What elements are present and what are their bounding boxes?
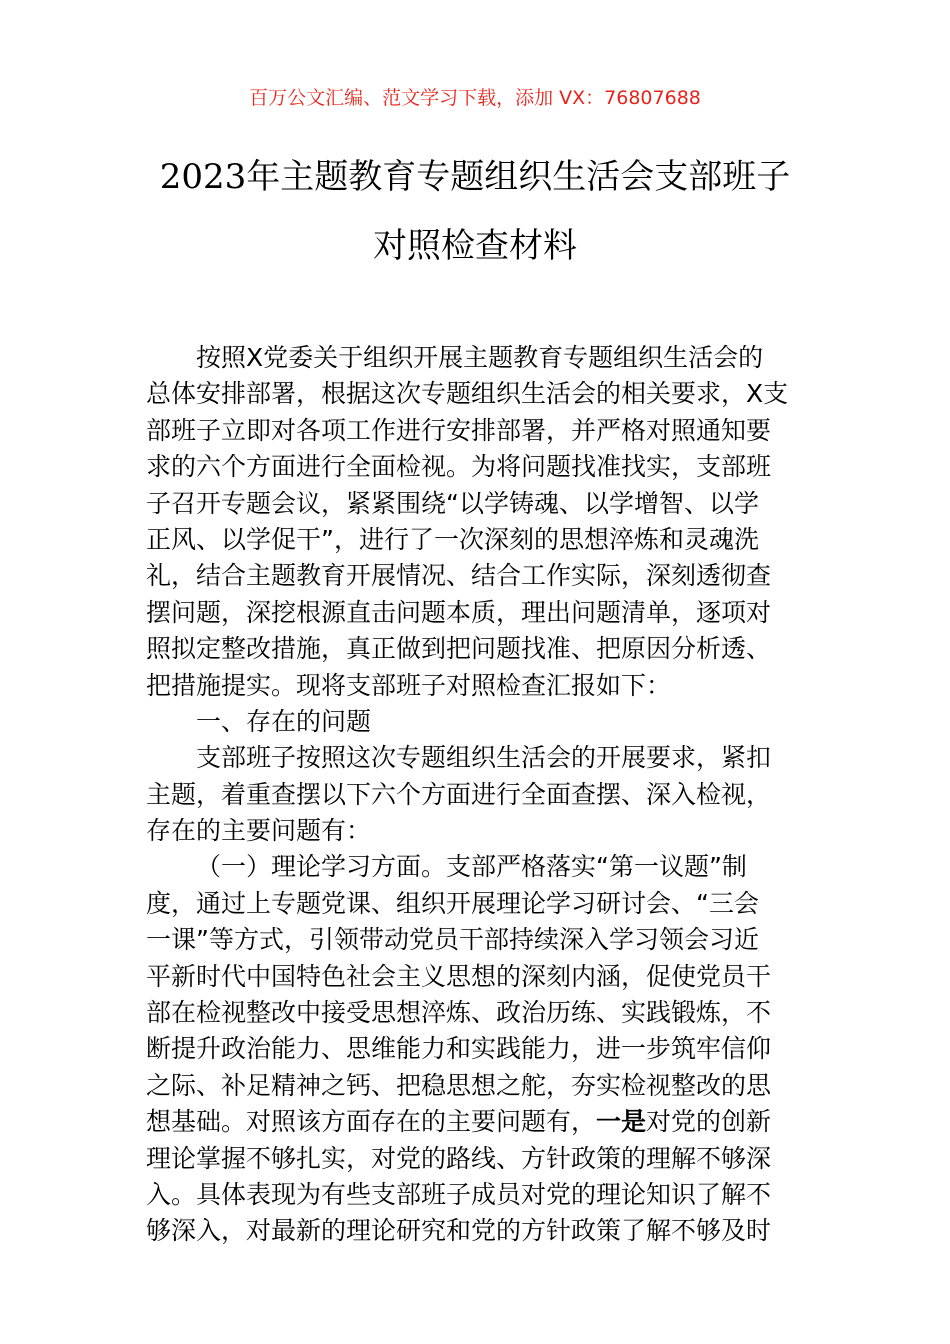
body-line: 子召开专题会议，紧紧围绕“以学铸魂、以学增智、以学 bbox=[146, 488, 759, 518]
document-body bbox=[146, 340, 806, 1250]
body-text-segment: 对党的创新 bbox=[646, 1107, 772, 1137]
body-line: 主题，着重查摆以下六个方面进行全面查摆、深入检视， bbox=[146, 779, 772, 809]
body-line: 一课”等方式，引领带动党员干部持续深入学习领会习近 bbox=[146, 925, 759, 955]
body-line: 部在检视整改中接受思想淬炼、政治历练、实践锻炼，不 bbox=[146, 998, 772, 1028]
emphasis-text: 一是 bbox=[596, 1107, 647, 1137]
body-line: 理论掌握不够扎实，对党的路线、方针政策的理解不够深 bbox=[146, 1143, 772, 1173]
header-watermark-note: 百万公文汇编、范文学习下载，添加 VX：76807688 bbox=[249, 87, 701, 109]
body-line: 存在的主要问题有： bbox=[146, 816, 372, 846]
section-heading: 一、存在的问题 bbox=[196, 706, 372, 736]
body-line: 平新时代中国特色社会主义思想的深刻内涵，促使党员干 bbox=[146, 961, 772, 991]
body-line: 断提升政治能力、思维能力和实践能力，进一步筑牢信仰 bbox=[146, 1034, 772, 1064]
body-line: 正风、以学促干”，进行了一次深刻的思想淬炼和灵魂洗 bbox=[146, 524, 759, 554]
body-line: 度，通过上专题党课、组织开展理论学习研讨会、“三会 bbox=[146, 888, 759, 918]
body-line: （一）理论学习方面。支部严格落实“第一议题”制 bbox=[196, 852, 747, 882]
body-line: 把措施提实。现将支部班子对照检查汇报如下： bbox=[146, 670, 672, 700]
body-line: 总体安排部署，根据这次专题组织生活会的相关要求，X支 bbox=[146, 379, 789, 409]
document-title-line-2: 对照检查材料 bbox=[373, 226, 577, 266]
body-line: 部班子立即对各项工作进行安排部署，并严格对照通知要 bbox=[146, 415, 772, 445]
body-line: 之际、补足精神之钙、把稳思想之舵，夯实检视整改的思 bbox=[146, 1070, 772, 1100]
body-line: 够深入，对最新的理论研究和党的方针政策了解不够及时 bbox=[146, 1216, 772, 1246]
body-line: 照拟定整改措施，真正做到把问题找准、把原因分析透、 bbox=[146, 634, 772, 664]
body-line: 摆问题，深挖根源直击问题本质，理出问题清单，逐项对 bbox=[146, 597, 772, 627]
document-title-line-1 bbox=[0, 155, 950, 199]
body-text-segment: 想基础。对照该方面存在的主要问题有， bbox=[146, 1107, 597, 1137]
body-line: 求的六个方面进行全面检视。为将问题找准找实，支部班 bbox=[146, 452, 772, 482]
body-line: 按照X党委关于组织开展主题教育专题组织生活会的 bbox=[196, 343, 764, 372]
title-year: 2023 bbox=[159, 157, 247, 197]
body-line: 支部班子按照这次专题组织生活会的开展要求，紧扣 bbox=[196, 743, 772, 773]
body-line-with-emphasis bbox=[146, 1104, 806, 1140]
title-line-1-text: 年主题教育专题组织生活会支部班子 bbox=[246, 157, 791, 197]
body-line: 入。具体表现为有些支部班子成员对党的理论知识了解不 bbox=[146, 1179, 772, 1209]
body-line: 礼，结合主题教育开展情况、结合工作实际，深刻透彻查 bbox=[146, 561, 772, 591]
